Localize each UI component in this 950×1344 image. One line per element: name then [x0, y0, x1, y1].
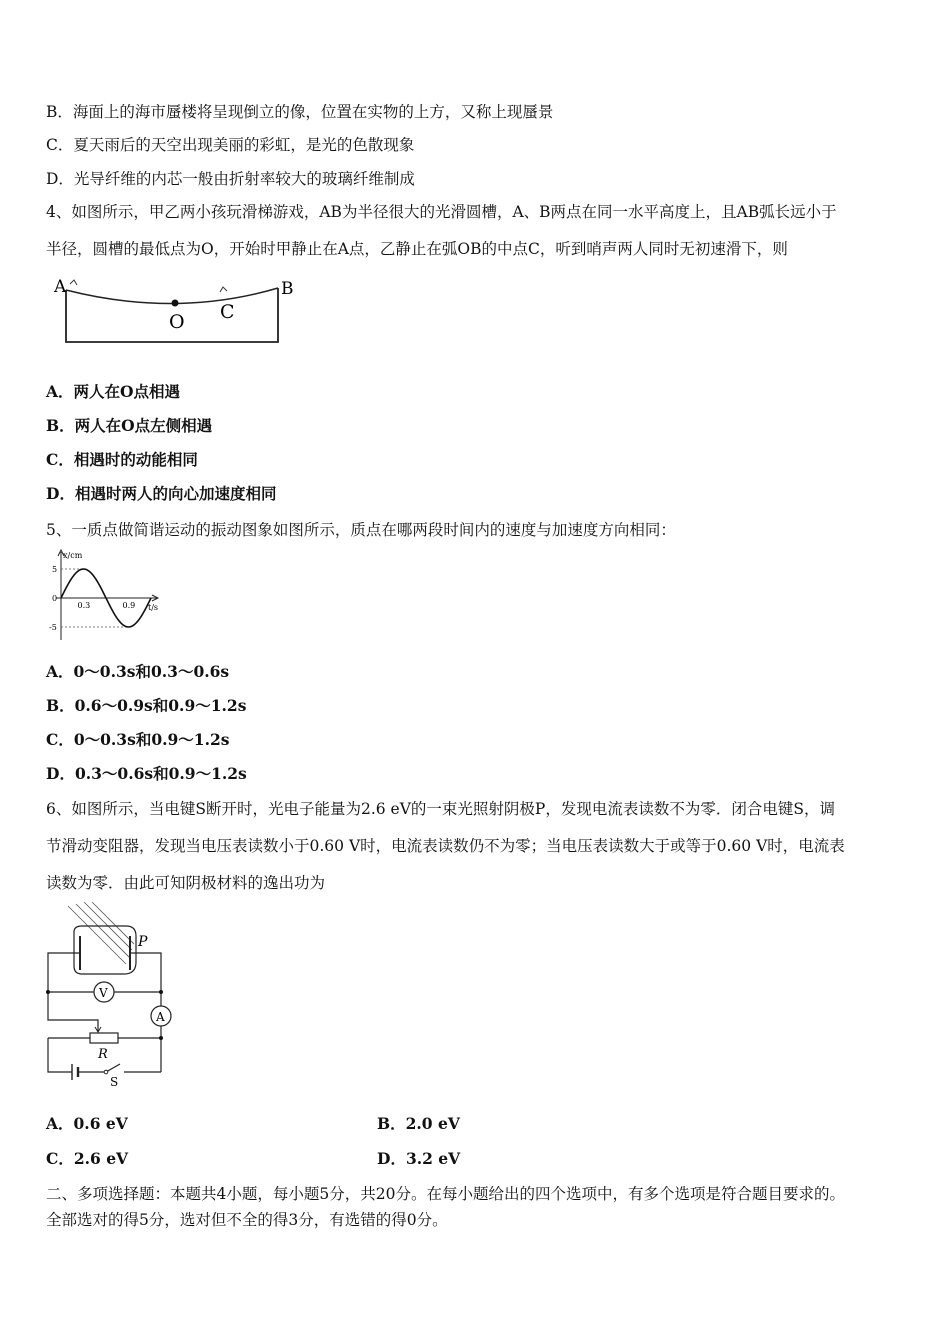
q4-label-o: O — [169, 311, 185, 333]
q5-stem: 5、一质点做简谐运动的振动图象如图所示，质点在哪两段时间内的速度与加速度方向相同： — [46, 521, 676, 539]
q6-switch — [104, 1070, 108, 1074]
section2-line1: 二、多项选择题：本题共4小题，每小题5分，共20分。在每小题给出的四个选项中，有多个选项是符合题目要求的。 — [46, 1185, 845, 1203]
q6-label-p: P — [138, 934, 148, 950]
q4-option-b: B．两人在O点左侧相遇 — [46, 416, 213, 435]
q6-stem-line3: 读数为零．由此可知阴极材料的逸出功为 — [46, 874, 326, 892]
q4-option-c: C．相遇时的动能相同 — [46, 450, 198, 469]
q6-label-v: V — [99, 986, 108, 1000]
q5-y-label: x/cm — [63, 551, 83, 560]
q6-rheostat — [90, 1033, 118, 1043]
q6-label-r: R — [98, 1047, 108, 1062]
q5-option-a: A．0～0.3s和0.3～0.6s — [46, 662, 230, 681]
q4-option-a: A．两人在O点相遇 — [46, 382, 181, 401]
q6-option-a: A．0.6 eV — [46, 1114, 128, 1133]
q3-option-c: C．夏天雨后的天空出现美丽的彩虹，是光的色散现象 — [46, 136, 415, 154]
q4-slide-figure — [48, 270, 308, 350]
q6-node-right — [159, 990, 163, 994]
q5-option-c: C．0～0.3s和0.9～1.2s — [46, 730, 230, 749]
q5-option-b: B．0.6～0.9s和0.9～1.2s — [46, 696, 247, 715]
section2-line2: 全部选对的得5分，选对但不全的得3分，有选错的得0分。 — [46, 1211, 448, 1229]
q6-stem-line2: 节滑动变阻器，发现当电压表读数小于0.60 V时，电流表读数仍不为零；当电压表读数大于或等于0.60 V时，电流表 — [46, 837, 845, 855]
q4-label-b: B — [281, 279, 294, 299]
q4-child-a — [70, 280, 77, 285]
q4-child-c — [220, 287, 227, 292]
q4-point-o — [172, 300, 179, 307]
q6-stem-line1: 6、如图所示，当电键S断开时，光电子能量为2.6 eV的一束光照射阴极P，发现电流表读数不为零．闭合电键S，调 — [46, 800, 835, 818]
q6-option-d: D．3.2 eV — [377, 1149, 461, 1168]
q4-stem-line1: 4、如图所示，甲乙两小孩玩滑梯游戏，AB为半径很大的光滑圆槽，A、B两点在同一水平高度上，且AB弧长远小于 — [46, 203, 837, 221]
q6-label-a: A — [156, 1010, 165, 1024]
q6-node-bottom — [159, 1036, 163, 1040]
q5-tick-0.3: 0.3 — [77, 601, 91, 610]
q6-node-left — [46, 990, 50, 994]
q6-circuit-figure — [40, 900, 190, 1095]
q5-x-label: t/s — [148, 603, 159, 612]
q3-option-b: B．海面上的海市蜃楼将呈现倒立的像，位置在实物的上方，又称上现蜃景 — [46, 103, 554, 121]
q4-label-a: A — [54, 277, 67, 297]
q6-light-rays — [68, 902, 134, 964]
q5-tick-0.9: 0.9 — [122, 601, 136, 610]
q4-option-d: D．相遇时两人的向心加速度相同 — [46, 484, 277, 503]
q6-label-s: S — [110, 1075, 119, 1089]
q5-tick-5: 5 — [52, 565, 58, 574]
q6-option-c: C．2.6 eV — [46, 1149, 129, 1168]
q5-option-d: D．0.3～0.6s和0.9～1.2s — [46, 764, 247, 783]
q4-label-c: C — [220, 301, 235, 323]
q6-option-b: B．2.0 eV — [377, 1114, 460, 1133]
q5-tick-0: 0 — [52, 594, 58, 603]
q3-option-d: D．光导纤维的内芯一般由折射率较大的玻璃纤维制成 — [46, 170, 415, 188]
q5-vibration-chart — [44, 548, 174, 644]
q4-stem-line2: 半径，圆槽的最低点为O，开始时甲静止在A点，乙静止在弧OB的中点C，听到哨声两人同时无初速滑下，则 — [46, 240, 788, 258]
q5-tick-neg5: -5 — [49, 623, 57, 632]
q4-arc — [66, 288, 278, 304]
